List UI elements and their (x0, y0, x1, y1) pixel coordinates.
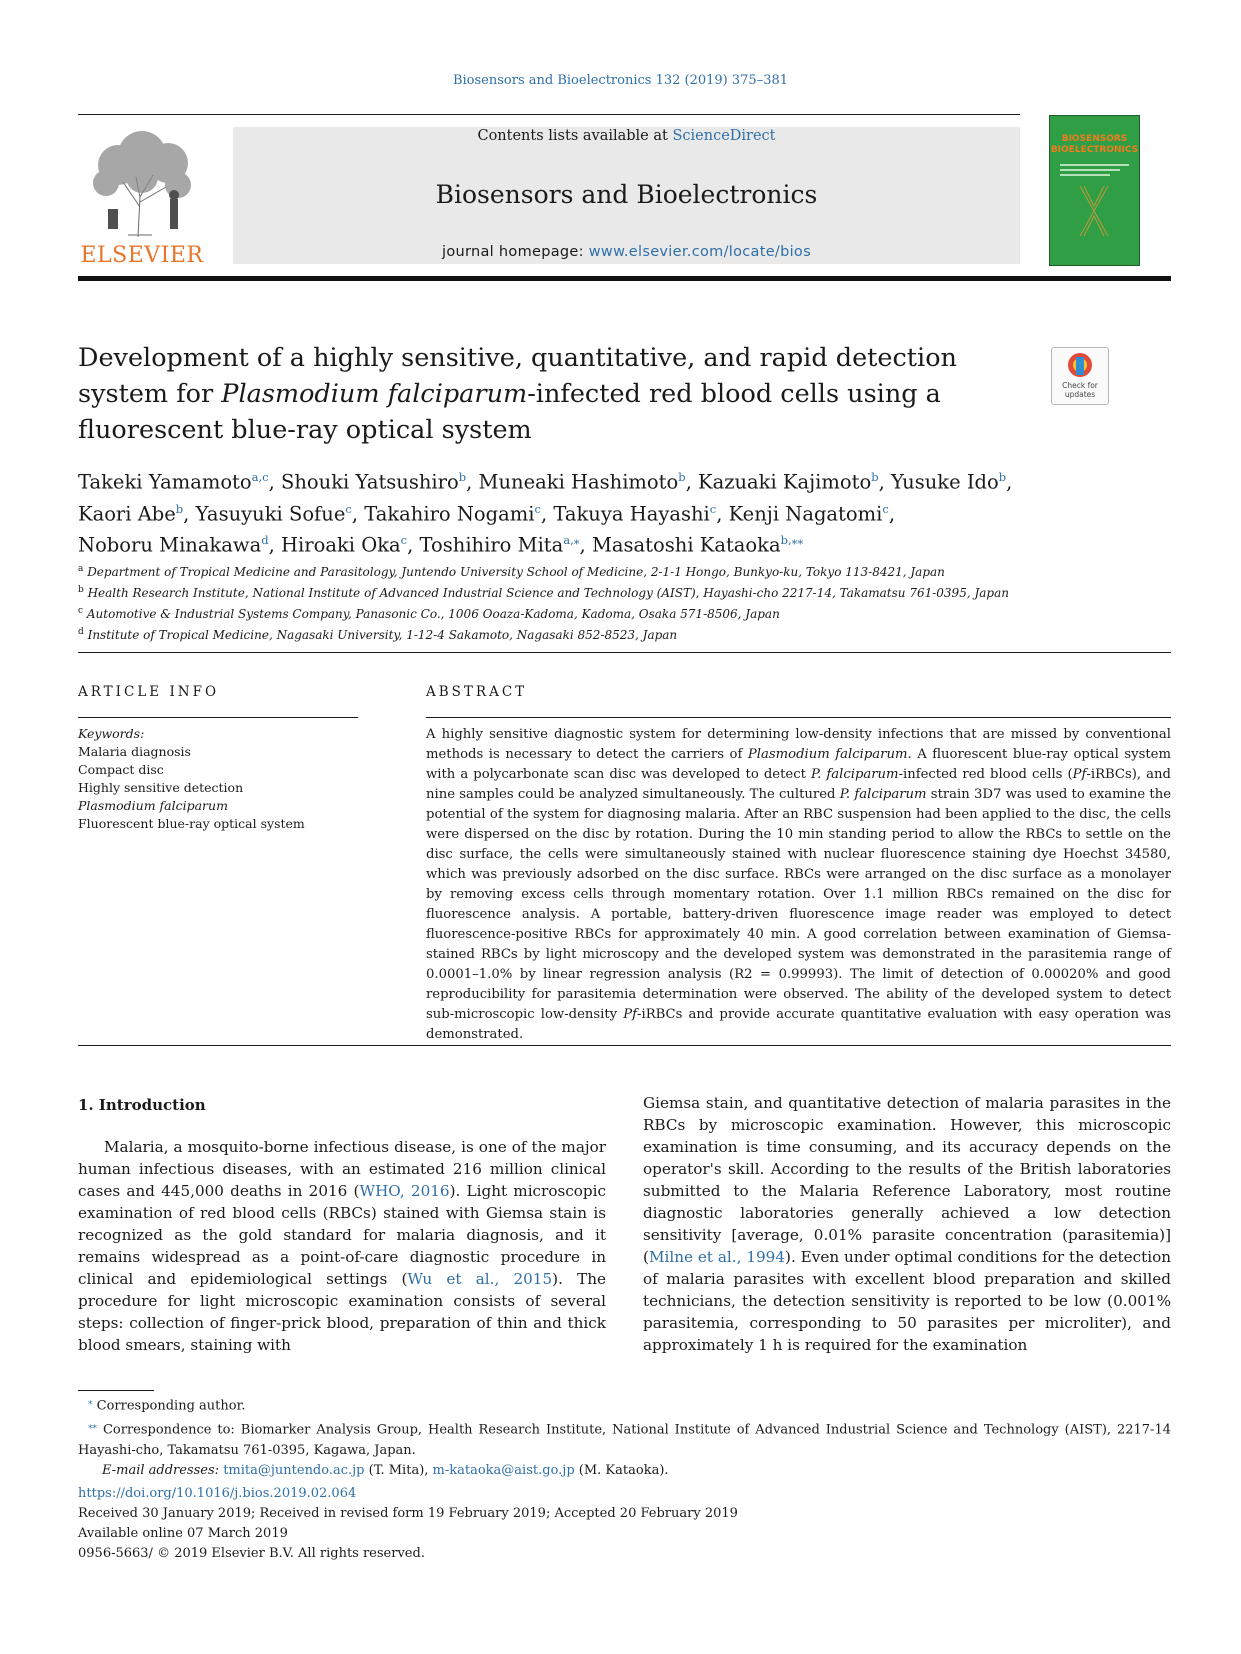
copyright-line: 0956-5663/ © 2019 Elsevier B.V. All rights reserved. (78, 1546, 425, 1561)
author-name: Takeki Yamamoto (78, 470, 252, 494)
author-affiliation-mark[interactable]: a,⁎ (563, 533, 580, 547)
ref-wu-2015[interactable]: Wu et al., 2015 (407, 1270, 553, 1288)
cover-title: BIOSENSORS BIOELECTRONICS (1050, 134, 1139, 155)
author-list: Takeki Yamamoto$^{a,c}$, Shouki Yatsushiro$^b$, Muneaki Hashimoto$^b$, Kazuaki Kajimoto$^b$, Yusuke Ido$^b$, Kaori Abe$^b$, Yasuyuki Sofue$^c$, Takahiro Nogami$^c$, Takuya Hayashi$^c$, Kenji Nagatomi$^c$, Noboru Minakawa$^d$, Hiroaki Oka$^c$, Toshihiro Mita$^{a,⁎}$, Masatoshi Kataoka$^{b,⁎⁎}$ (78, 470, 1013, 557)
affiliation-rule (78, 652, 1171, 653)
doi-link[interactable]: https://doi.org/10.1016/j.bios.2019.02.064 (78, 1486, 357, 1501)
available-online: Available online 07 March 2019 (78, 1526, 288, 1541)
author-name: Kenji Nagatomi (728, 502, 883, 525)
author-affiliation-mark[interactable]: b (998, 470, 1007, 484)
author-name: Toshihiro Mita (419, 533, 564, 557)
author-affiliation-mark[interactable]: b (871, 470, 879, 484)
affiliation-item: $^a$ Department of Tropical Medicine and Parasitology, Juntendo University School of Medicine, 2-1-1 Hongo, Bunkyo-ku, Tokyo 113-8421, Japan (78, 564, 945, 579)
footnotes (78, 1392, 1171, 1481)
contents-available-line (233, 128, 1020, 144)
sciencedirect-link[interactable]: ScienceDirect (672, 128, 776, 144)
abstract-heading: ABSTRACT (426, 684, 528, 700)
keywords-label: Keywords: (78, 726, 145, 741)
keyword-item: Plasmodium falciparum (78, 798, 228, 813)
crossmark-icon (1052, 348, 1108, 382)
author-affiliation-mark[interactable]: d (261, 533, 269, 547)
author-name: Kaori Abe (78, 502, 176, 525)
keywords-block (78, 725, 358, 833)
email-mita-link[interactable]: tmita@juntendo.ac.jp (223, 1462, 365, 1478)
keyword-item: Malaria diagnosis (78, 744, 191, 759)
footnote-rule (78, 1390, 154, 1391)
check-for-updates-button[interactable] (1051, 347, 1109, 405)
author-affiliation-mark[interactable]: c (400, 533, 408, 547)
author-name: Masatoshi Kataoka (591, 533, 781, 557)
introduction-heading: 1. Introduction (78, 1096, 206, 1114)
received-dates: Received 30 January 2019; Received in revised form 19 February 2019; Accepted 20 February 2019 (78, 1506, 738, 1521)
elsevier-wordmark: ELSEVIER (80, 243, 204, 268)
abstract-rule (426, 717, 1171, 718)
crossmark-label: Check for updates (1062, 381, 1098, 399)
affiliation-item: $^c$ Automotive & Industrial Systems Company, Panasonic Co., 1006 Ooaza-Kadoma, Kadoma, Osaka 571-8506, Japan (78, 606, 780, 621)
article-title: Development of a highly sensitive, quantitative, and rapid detection system for Plasmodium falciparum-infected red blood cells using a fluorescent blue-ray optical system (78, 343, 957, 445)
keyword-item: Fluorescent blue-ray optical system (78, 816, 305, 831)
affiliation-item: $^b$ Health Research Institute, National Institute of Advanced Industrial Science and Technology (AIST), Hayashi-cho 2217-14, Takamatsu 761-0395, Japan (78, 585, 1009, 600)
intro-left-column: Malaria, a mosquito-borne infectious disease, is one of the major human infectious diseases, with an estimated 216 million clinical cases and 445,000 deaths in 2016 (WHO, 2016). Light microscopic examination of red blood cells (RBCs) stained with Giemsa stain is recognized as the gold standard for malaria diagnosis, and it remains widespread as a point-of-care diagnostic procedure in clinical and epidemiological settings (Wu et al., 2015). The procedure for light microscopic examination consists of several steps: collection of finger-prick blood, preparation of thin and thick blood smears, staining with (78, 1138, 606, 1354)
header-thick-rule (78, 276, 1171, 281)
homepage-prefix: journal homepage: (442, 244, 589, 260)
journal-homepage-line (233, 244, 1020, 260)
affiliation-item: $^d$ Institute of Tropical Medicine, Nagasaki University, 1-12-4 Sakamoto, Nagasaki 852-8523, Japan (78, 627, 678, 642)
author-affiliation-mark[interactable]: b (458, 470, 467, 484)
author-affiliation-mark[interactable]: b (678, 470, 686, 484)
keyword-item: Compact disc (78, 762, 164, 777)
affiliation-list (78, 560, 1171, 644)
abstract-bottom-rule (78, 1045, 1171, 1046)
journal-homepage-link[interactable]: www.elsevier.com/locate/bios (588, 244, 811, 260)
abstract-text: A highly sensitive diagnostic system for determining low-density infections that are missed by conventional methods is necessary to detect the carriers of Plasmodium falciparum. A fluorescent blue-ray optical system with a polycarbonate scan disc was developed to detect P. falciparum-infected red blood cells (Pf-iRBCs), and nine samples could be analyzed simultaneously. The cultured P. falciparum strain 3D7 was used to examine the potential of the system for diagnosing malaria. After an RBC suspension had been applied to the disc, the cells were dispersed on the disc by rotation. During the 10 min standing period to allow the RBCs to settle on the disc surface, the cells were simultaneously stained with nuclear fluorescence staining dye Hoechst 34580, which was previously adsorbed on the disc surface. RBCs were arranged on the disc surface as a monolayer by removing excess cells through momentary rotation. Over 1.1 million RBCs remained on the disc for fluorescence analysis. A portable, battery-driven fluorescence image reader was employed to detect fluorescence-positive RBCs for approximately 40 min. A good correlation between examination of Giemsa-stained RBCs by light microscopy and the developed system was demonstrated in the parasitemia range of 0.0001–1.0% by linear regression analysis (R2 = 0.99993). The limit of detection of 0.00020% and good reproducibility for parasitemia determination were observed. The ability of the developed system to detect sub-microscopic low-density Pf-iRBCs and provide accurate quantitative evaluation with easy operation was demonstrated. (426, 727, 1172, 1042)
journal-cover-image[interactable] (1049, 115, 1140, 266)
author-name: Shouki Yatsushiro (281, 470, 459, 494)
author-name: Yusuke Ido (891, 470, 999, 494)
email-footnote: E-mail addresses: tmita@juntendo.ac.jp (T. Mita), m-kataoka@aist.go.jp (M. Kataoka). (102, 1462, 669, 1478)
article-info-rule (78, 717, 358, 718)
email-kataoka-link[interactable]: m-kataoka@aist.go.jp (432, 1462, 575, 1478)
correspondence-footnote: ⁎⁎ Correspondence to: Biomarker Analysis Group, Health Research Institute, National Institute of Advanced Industrial Science and Technology (AIST), 2217-14 Hayashi-cho, Takamatsu 761-0395, Kagawa, Japan. (78, 1421, 1171, 1458)
author-name: Noboru Minakawa (78, 533, 262, 557)
author-affiliation-mark[interactable]: a,c (251, 470, 269, 484)
author-affiliation-mark[interactable]: c (709, 501, 717, 516)
tree-icon (78, 127, 206, 239)
cover-art-icon (1050, 116, 1139, 265)
header-top-rule (78, 114, 1020, 115)
author-name: Takahiro Nogami (364, 502, 535, 525)
author-name: Takuya Hayashi (553, 502, 710, 525)
author-affiliation-mark[interactable]: b,⁎⁎ (780, 533, 804, 547)
intro-right-column: Giemsa stain, and quantitative detection of malaria parasites in the RBCs by microscopic examination. However, this microscopic examination is time consuming, and its accuracy depends on the operator's skill. According to the results of the British laboratories submitted to the Malaria Reference Laboratory, most routine diagnostic laboratories generally achieved a low detection sensitivity [average, 0.01% parasite concentration (parasitemia)] (Milne et al., 1994). Even under optimal conditions for the detection of malaria parasites with excellent blood preparation and skilled technicians, the detection sensitivity is reported to be low (0.001% parasitemia, corresponding to 50 parasites per microliter), and approximately 1 h is required for the examination (643, 1094, 1172, 1354)
author-name: Yasuyuki Sofue (195, 502, 346, 525)
publication-info (78, 1484, 978, 1564)
article-info-heading: ARTICLE INFO (78, 684, 220, 700)
author-affiliation-mark[interactable]: c (534, 501, 541, 516)
keywords-list (78, 743, 358, 833)
author-affiliation-mark[interactable]: c (345, 501, 352, 516)
author-name: Hiroaki Oka (281, 533, 401, 557)
journal-name: Biosensors and Bioelectronics (435, 180, 818, 209)
keyword-item: Highly sensitive detection (78, 780, 244, 795)
author-affiliation-mark[interactable]: c (882, 501, 889, 516)
journal-citation-link[interactable]: Biosensors and Bioelectronics 132 (2019) 375–381 (452, 73, 789, 88)
contents-prefix: Contents lists available at (477, 128, 673, 144)
author-name: Kazuaki Kajimoto (698, 470, 872, 494)
author-name: Muneaki Hashimoto (478, 470, 679, 494)
corresponding-footnote: ⁎ Corresponding author. (88, 1397, 246, 1414)
ref-milne-1994[interactable]: Milne et al., 1994 (648, 1248, 786, 1266)
author-affiliation-mark[interactable]: b (175, 501, 184, 516)
ref-who-2016[interactable]: WHO, 2016 (359, 1182, 450, 1200)
